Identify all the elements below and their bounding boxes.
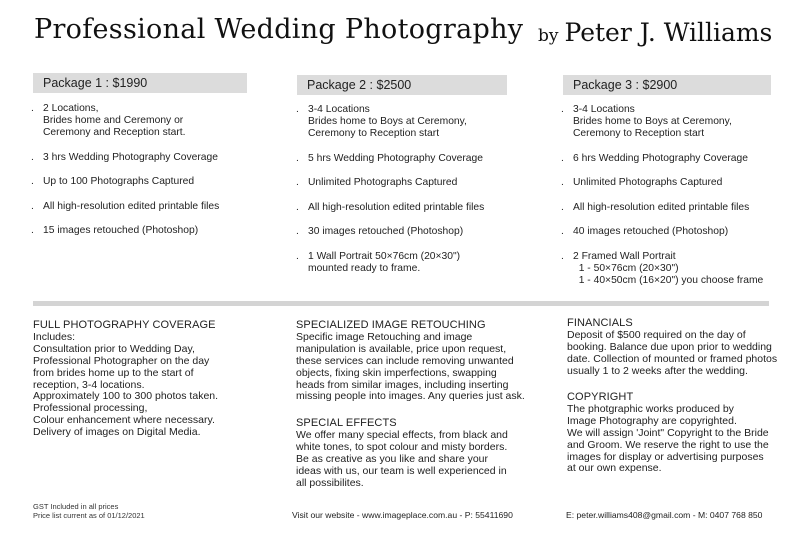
bullet: . xyxy=(296,104,299,115)
package-feature xyxy=(296,251,536,275)
body-line: Be as creative as you like and share your xyxy=(296,452,489,465)
body-line: reception, 3-4 locations. xyxy=(33,378,145,391)
package-feature xyxy=(31,201,271,213)
bullet: . xyxy=(296,177,299,188)
feature-text: All high-resolution edited printable files xyxy=(308,201,485,213)
feature-text: 3 hrs Wedding Photography Coverage xyxy=(43,151,218,163)
feature-text: Brides home and Ceremony or xyxy=(43,115,184,126)
package-feature xyxy=(296,226,536,238)
feature-text: All high-resolution edited printable files xyxy=(573,201,750,213)
body-line: Delivery of images on Digital Media. xyxy=(33,426,201,439)
bullet: . xyxy=(561,104,564,115)
package-feature xyxy=(296,177,536,189)
bullet: . xyxy=(561,201,564,213)
feature-text: 1 - 50×76cm (20×30") xyxy=(573,262,679,274)
body-line: these services can include removing unwanted xyxy=(296,354,514,367)
body-line: ideas with us, our team is well experienced in xyxy=(296,464,507,477)
copyright-section xyxy=(567,392,797,475)
body-line: heads from similar images, including inserting xyxy=(296,378,509,391)
body-line: manipulation is available, price upon request, xyxy=(296,342,507,355)
feature-text: mounted ready to frame. xyxy=(308,262,421,274)
author-name: Peter J. Williams xyxy=(564,18,773,47)
feature-text: 1 - 40×50cm (16×20") you choose frame xyxy=(573,274,764,286)
price-list-date: Price list current as of 01/12/2021 xyxy=(33,511,145,520)
package-feature xyxy=(561,202,797,214)
body-line: and Groom. We reserve the right to use the xyxy=(567,438,769,451)
author-byline xyxy=(538,18,772,47)
retouching-heading: SPECIALIZED IMAGE RETOUCHING xyxy=(296,319,486,331)
bullet: . xyxy=(561,226,564,237)
feature-text: Up to 100 Photographs Captured xyxy=(43,176,195,187)
package-feature xyxy=(31,225,271,237)
effects-body xyxy=(296,430,546,490)
bullet: . xyxy=(296,201,299,213)
package-feature xyxy=(296,202,536,214)
feature-text: Ceremony to Reception start xyxy=(308,128,440,139)
body-line: date. Collection of mounted or framed photos xyxy=(567,352,778,365)
package-2-features xyxy=(296,104,536,287)
feature-text: 30 images retouched (Photoshop) xyxy=(308,226,464,237)
body-line: at our own expense. xyxy=(567,462,662,475)
feature-text: 1 Wall Portrait 50×76cm (20×30") xyxy=(308,250,461,262)
body-line: from brides home up to the start of xyxy=(33,366,194,379)
financials-body xyxy=(567,330,797,378)
package-feature xyxy=(561,226,797,238)
retouching-section xyxy=(296,320,546,403)
coverage-section xyxy=(33,320,283,439)
feature-text: 3-4 Locations xyxy=(573,104,635,115)
feature-text: Ceremony and Reception start. xyxy=(43,127,186,138)
bullet: . xyxy=(296,226,299,237)
feature-text: 6 hrs Wedding Photography Coverage xyxy=(573,152,748,164)
copyright-body xyxy=(567,404,797,475)
package-feature xyxy=(561,177,797,189)
bullet: . xyxy=(561,177,564,188)
financials-heading: FINANCIALS xyxy=(567,317,633,329)
feature-text: Brides home to Boys at Ceremony, xyxy=(308,116,467,127)
section-divider xyxy=(33,301,769,306)
package-feature xyxy=(296,104,536,140)
package-feature xyxy=(31,103,271,139)
body-line: Consultation prior to Wedding Day, xyxy=(33,342,195,355)
package-feature xyxy=(561,251,797,287)
bullet: . xyxy=(31,225,34,236)
feature-text: 2 Framed Wall Portrait xyxy=(573,250,676,262)
package-3-header: Package 3 : $2900 xyxy=(563,75,771,95)
effects-heading: SPECIAL EFFECTS xyxy=(296,417,397,429)
body-line: We offer many special effects, from black and xyxy=(296,428,508,441)
body-line: all possibilites. xyxy=(296,476,364,489)
body-line: Approximately 100 to 300 photos taken. xyxy=(33,390,219,403)
body-line: white tones, to spot colour and misty borders. xyxy=(296,440,508,453)
package-3-features xyxy=(561,104,797,299)
feature-text: 3-4 Locations xyxy=(308,104,370,115)
bullet: . xyxy=(561,152,564,164)
effects-section xyxy=(296,418,546,489)
website-phone-contact: Visit our website - www.imageplace.com.au - P: 55411690 xyxy=(292,510,513,520)
fine-print xyxy=(33,502,145,520)
body-line: usually 1 to 2 weeks after the wedding. xyxy=(567,364,748,377)
body-line: Professional processing, xyxy=(33,402,148,415)
bullet: . xyxy=(296,152,299,164)
body-line: Includes: xyxy=(33,330,76,343)
body-line: We will assign 'Joint" Copyright to the Bride xyxy=(567,426,769,439)
package-feature xyxy=(31,176,271,188)
body-line: Deposit of $500 required on the day of xyxy=(567,328,746,341)
body-line: Colour enhancement where necessary. xyxy=(33,414,215,427)
feature-text: 15 images retouched (Photoshop) xyxy=(43,225,199,236)
feature-text: Ceremony to Reception start xyxy=(573,128,705,139)
feature-text: 40 images retouched (Photoshop) xyxy=(573,226,729,237)
body-line: images for display or advertising purposes xyxy=(567,450,764,463)
feature-text: Unlimited Photographs Captured xyxy=(573,177,723,188)
coverage-heading: FULL PHOTOGRAPHY COVERAGE xyxy=(33,319,216,331)
email-mobile-contact: E: peter.williams408@gmail.com - M: 0407 768 850 xyxy=(566,510,763,520)
feature-text: 2 Locations, xyxy=(43,103,99,114)
by-label: by xyxy=(538,26,559,46)
package-feature xyxy=(296,153,536,165)
feature-text: Brides home to Boys at Ceremony, xyxy=(573,116,732,127)
copyright-heading: COPYRIGHT xyxy=(567,391,634,403)
gst-note: GST Included in all prices xyxy=(33,502,119,511)
feature-text: All high-resolution edited printable files xyxy=(43,200,220,212)
bullet: . xyxy=(31,151,34,163)
bullet: . xyxy=(561,250,564,262)
body-line: Specific image Retouching and image xyxy=(296,330,473,343)
page-title: Professional Wedding Photography xyxy=(34,14,524,45)
bullet: . xyxy=(31,200,34,212)
package-feature xyxy=(31,152,271,164)
coverage-body xyxy=(33,332,283,439)
body-line: The photgraphic works produced by xyxy=(567,402,734,415)
bullet: . xyxy=(31,176,34,187)
feature-text: Unlimited Photographs Captured xyxy=(308,177,458,188)
package-feature xyxy=(561,104,797,140)
body-line: objects, fixing skin imperfections, swapping xyxy=(296,366,497,379)
package-1-header: Package 1 : $1990 xyxy=(33,73,247,93)
package-feature xyxy=(561,153,797,165)
financials-section xyxy=(567,318,797,378)
feature-text: 5 hrs Wedding Photography Coverage xyxy=(308,152,483,164)
bullet: . xyxy=(296,250,299,262)
body-line: Professional Photographer on the day xyxy=(33,354,210,367)
body-line: booking. Balance due upon prior to wedding xyxy=(567,340,772,353)
retouching-body xyxy=(296,332,546,403)
package-1-features xyxy=(31,103,271,250)
package-2-header: Package 2 : $2500 xyxy=(297,75,507,95)
bullet: . xyxy=(31,103,34,114)
body-line: Image Photography are copyrighted. xyxy=(567,414,737,427)
body-line: missing people into images. Any queries just ask. xyxy=(296,390,525,403)
